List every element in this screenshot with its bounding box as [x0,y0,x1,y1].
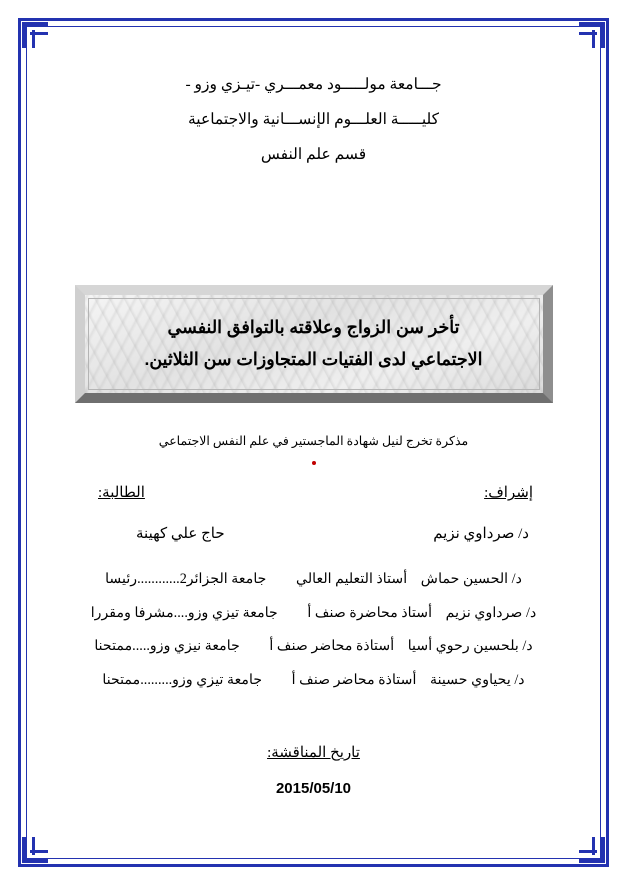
jury-member-name: د/ الحسين حماش [420,571,522,588]
jury-member-affiliation: جامعة نيزي وزو.....ممتحنا [94,638,240,655]
jury-list [52,563,575,697]
supervisor-label: إشراف: [484,485,533,502]
jury-member-rank: أستاذة محاضر صنف أ [291,671,417,688]
red-dot-marker [312,461,316,465]
title-box [75,285,553,404]
list-item [52,563,575,596]
defense-date-value: 2015/05/10 [275,779,352,797]
jury-member-name: د/ صرداوي نزيم [445,604,537,621]
roles-names-row [52,524,575,543]
thesis-subtitle: مذكرة تخرج لنيل شهادة الماجستير في علم النفس الاجتماعي [158,434,469,449]
list-item [52,664,575,697]
faculty-name: كليـــــة العلـــوم الإنســـانية والاجتماعية [187,110,440,128]
jury-member-rank: أستاذة محاضر صنف أ [269,638,395,655]
university-name: جـــامعة مولـــــود معمـــري -تيـزي وزو - [185,76,442,93]
list-item [52,630,575,663]
list-item [52,597,575,630]
corner-ornament-top-left-icon [22,22,48,48]
jury-member-rank: أستاذ التعليم العالي [296,571,408,588]
jury-member-affiliation: جامعة الجزائر2............رئيسا [105,571,267,588]
corner-ornament-bottom-right-icon [579,837,605,863]
corner-ornament-bottom-left-icon [22,837,48,863]
defense-date-label: تاريخ المناقشة: [267,744,360,761]
roles-header-row [52,483,575,502]
jury-member-rank: أستاذ محاضرة صنف أ [307,604,433,621]
jury-member-name: د/ يحياوي حسينة [429,671,525,688]
thesis-title-line-2: الاجتماعي لدى الفتيات المتجاوزات سن الثلاثين. [144,349,483,369]
jury-member-affiliation: جامعة تيزي وزو....مشرفا ومقررا [90,604,278,621]
student-label: الطالبة: [98,485,145,502]
student-name: حاج علي كهينة [136,526,225,543]
title-frame [75,285,553,404]
supervisor-name: د/ صرداوي نزيم [433,526,529,543]
jury-member-affiliation: جامعة تيزي وزو.........ممتحنا [102,671,263,688]
department-name: قسم علم النفس [260,145,367,163]
jury-member-name: د/ بلحسين رحوي أسيا [407,638,533,655]
thesis-title-line-1: تأخر سن الزواج وعلاقته بالتوافق النفسي [167,316,460,337]
cover-content [52,46,575,839]
institution-header [52,68,575,173]
corner-ornament-top-right-icon [579,22,605,48]
